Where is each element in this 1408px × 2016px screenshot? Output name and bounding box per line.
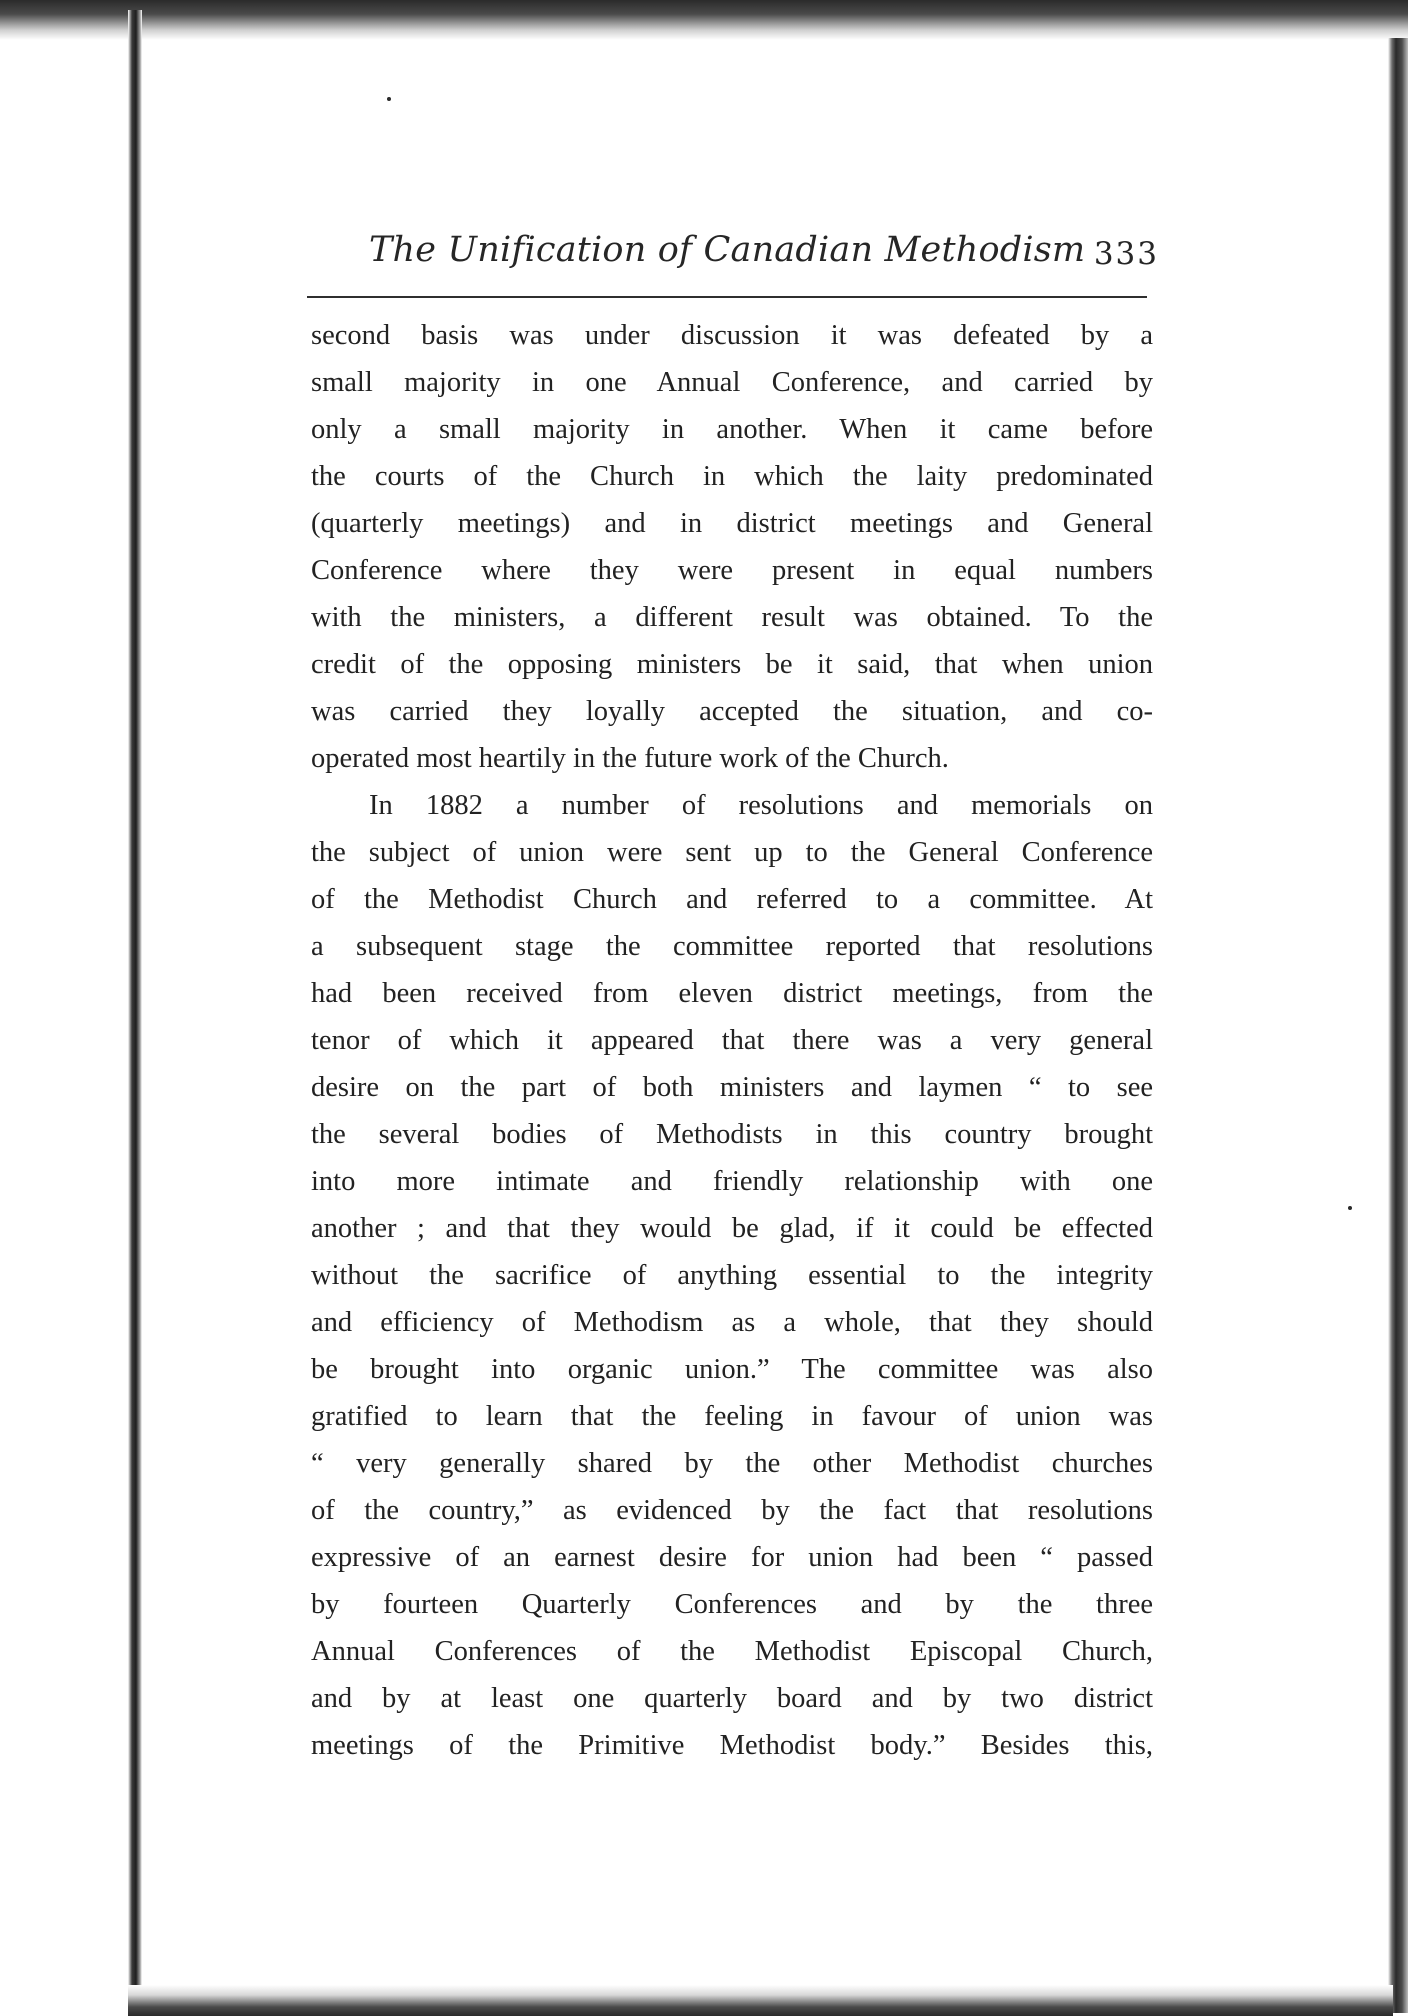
text-line: second basis was under discussion it was defeated by a — [311, 320, 1153, 351]
text-line: desire on the part of both ministers and laymen “ to see — [311, 1072, 1153, 1103]
text-line: into more intimate and friendly relationship with one — [311, 1166, 1153, 1197]
text-line: had been received from eleven district meetings, from the — [311, 978, 1153, 1009]
text-line: “ very generally shared by the other Methodist churches — [311, 1448, 1153, 1479]
text-line: was carried they loyally accepted the situation, and co- — [311, 696, 1153, 727]
text-line: of the country,” as evidenced by the fact that resolutions — [311, 1495, 1153, 1526]
text-line: the subject of union were sent up to the General Conference — [311, 837, 1153, 868]
text-line: credit of the opposing ministers be it said, that when union — [311, 649, 1153, 680]
page-right-edge — [1388, 38, 1408, 2013]
scan-speck — [387, 97, 391, 101]
left-margin-background — [0, 0, 128, 2016]
text-line: with the ministers, a different result was obtained. To the — [311, 602, 1153, 633]
text-line: expressive of an earnest desire for union had been “ passed — [311, 1542, 1153, 1573]
text-line: and by at least one quarterly board and by two district — [311, 1683, 1153, 1714]
text-line: of the Methodist Church and referred to a committee. At — [311, 884, 1153, 915]
text-line: a subsequent stage the committee reported that resolutions — [311, 931, 1153, 962]
text-line: be brought into organic union.” The committee was also — [311, 1354, 1153, 1385]
scan-speck — [1348, 1206, 1352, 1210]
text-line: without the sacrifice of anything essential to the integrity — [311, 1260, 1153, 1291]
text-line: tenor of which it appeared that there was a very general — [311, 1025, 1153, 1056]
page-left-edge — [128, 10, 142, 1985]
page-bottom-edge — [128, 1985, 1393, 2016]
text-line: Annual Conferences of the Methodist Episcopal Church, — [311, 1636, 1153, 1667]
paragraph-first-line: In 1882 a number of resolutions and memorials on — [369, 790, 1153, 821]
text-line: by fourteen Quarterly Conferences and by the three — [311, 1589, 1153, 1620]
text-line: the courts of the Church in which the laity predominated — [311, 461, 1153, 492]
text-line: meetings of the Primitive Methodist body.” Besides this, — [311, 1730, 1153, 1761]
scan-top-edge — [0, 0, 1408, 40]
text-line: gratified to learn that the feeling in favour of union was — [311, 1401, 1153, 1432]
text-line: another ; and that they would be glad, if it could be effected — [311, 1213, 1153, 1244]
text-line: only a small majority in another. When it came before — [311, 414, 1153, 445]
running-title: The Unification of Canadian Methodism — [369, 230, 1086, 270]
text-line: (quarterly meetings) and in district meetings and General — [311, 508, 1153, 539]
header-rule — [307, 296, 1147, 298]
text-line: Conference where they were present in equal numbers — [311, 555, 1153, 586]
text-line: operated most heartily in the future work of the Church. — [311, 743, 949, 774]
text-line: and efficiency of Methodism as a whole, that they should — [311, 1307, 1153, 1338]
body-text — [311, 312, 1153, 1769]
text-line: small majority in one Annual Conference, and carried by — [311, 367, 1153, 398]
page-number: 333 — [1093, 236, 1159, 272]
running-header — [307, 230, 1159, 286]
text-line: the several bodies of Methodists in this country brought — [311, 1119, 1153, 1150]
